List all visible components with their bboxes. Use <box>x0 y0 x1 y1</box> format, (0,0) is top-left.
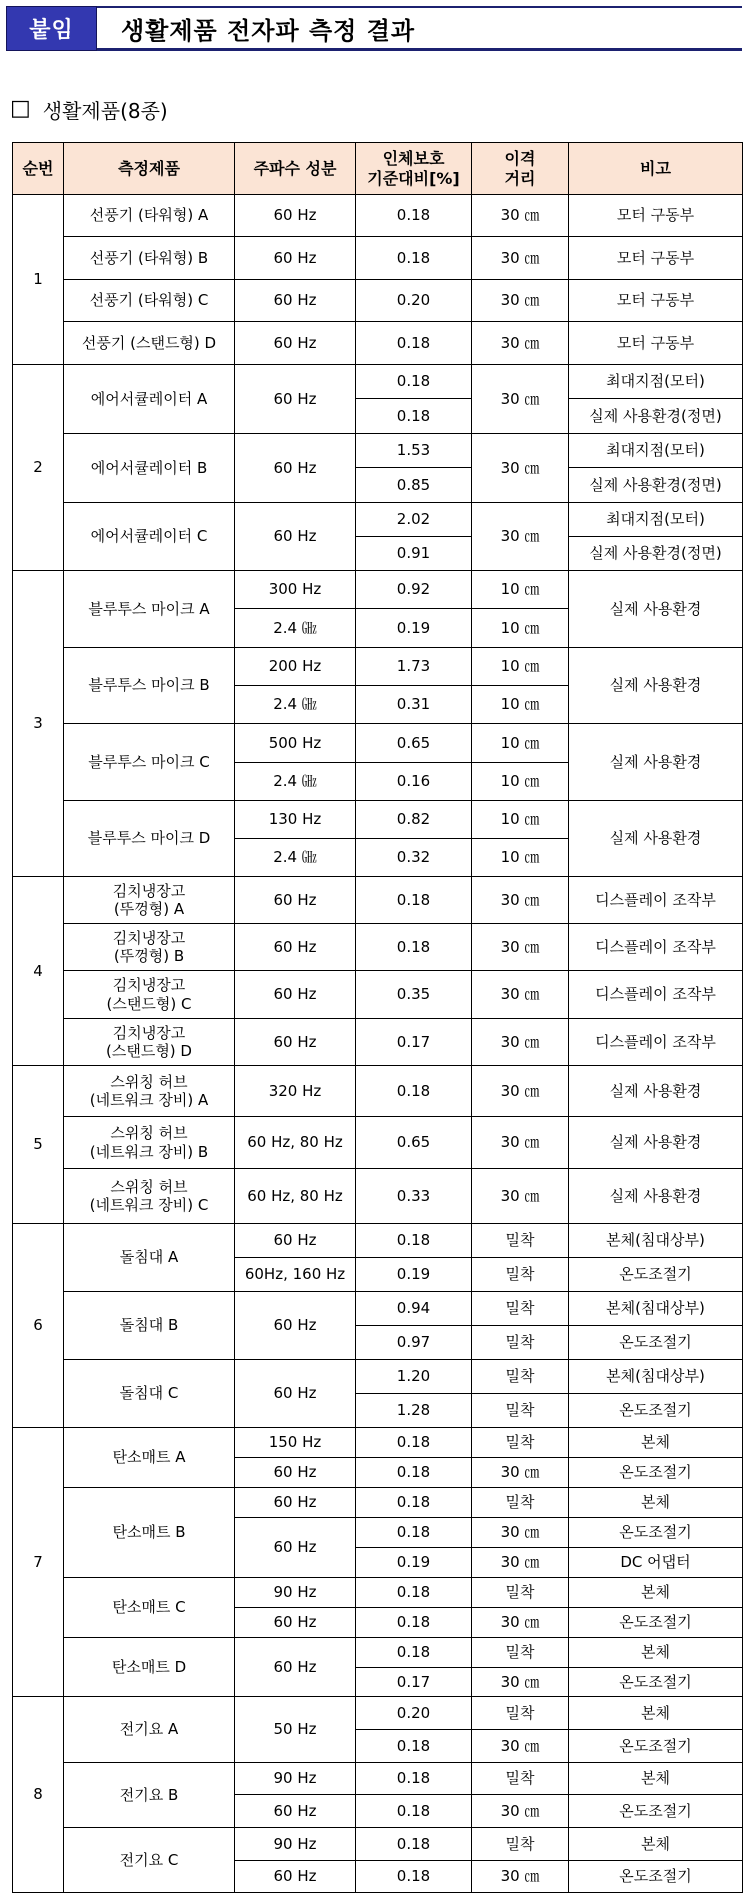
product-name-cell: 에어서큘레이터 C <box>64 503 235 571</box>
distance-cell: 30 ㎝ <box>472 1548 569 1578</box>
note-cell: 온도조절기 <box>569 1730 743 1763</box>
column-header-distance: 이격 거리 <box>472 143 569 195</box>
row-number-cell: 5 <box>13 1066 64 1224</box>
note-cell: 실제 사용환경 <box>569 724 743 801</box>
distance-cell: 10 ㎝ <box>472 763 569 801</box>
row-number-cell: 1 <box>13 195 64 365</box>
table-row <box>13 877 743 924</box>
table-row <box>13 1360 743 1394</box>
frequency-cell: 60 Hz <box>235 1360 356 1428</box>
product-name-cell: 전기요 A <box>64 1697 235 1763</box>
product-name-cell: 스위칭 허브 (네트워크 장비) C <box>64 1169 235 1224</box>
note-cell: 본체 <box>569 1578 743 1608</box>
product-name-cell: 돌침대 C <box>64 1360 235 1428</box>
table-row <box>13 280 743 322</box>
frequency-cell: 60 Hz <box>235 503 356 571</box>
table-row <box>13 1828 743 1861</box>
product-name-cell: 스위칭 허브 (네트워크 장비) B <box>64 1117 235 1169</box>
table-row <box>13 1117 743 1169</box>
exposure-ratio-cell: 0.18 <box>356 1608 472 1638</box>
product-name-cell: 전기요 C <box>64 1828 235 1893</box>
exposure-ratio-cell: 0.18 <box>356 195 472 237</box>
note-cell: 실제 사용환경 <box>569 571 743 648</box>
exposure-ratio-cell: 0.18 <box>356 1795 472 1828</box>
frequency-cell: 60 Hz <box>235 1224 356 1258</box>
note-cell: 온도조절기 <box>569 1394 743 1428</box>
exposure-ratio-cell: 1.53 <box>356 434 472 468</box>
distance-cell: 30 ㎝ <box>472 877 569 924</box>
product-name-cell: 탄소매트 D <box>64 1638 235 1697</box>
table-row <box>13 971 743 1019</box>
exposure-ratio-cell: 0.18 <box>356 1730 472 1763</box>
exposure-ratio-cell: 0.18 <box>356 1488 472 1518</box>
column-header-no: 순번 <box>13 143 64 195</box>
table-row <box>13 1697 743 1730</box>
distance-cell: 30 ㎝ <box>472 1518 569 1548</box>
exposure-ratio-cell: 0.18 <box>356 1638 472 1668</box>
exposure-ratio-cell: 0.17 <box>356 1668 472 1697</box>
frequency-cell: 90 Hz <box>235 1578 356 1608</box>
product-name-cell: 선풍기 (스탠드형) D <box>64 322 235 365</box>
exposure-ratio-cell: 0.18 <box>356 237 472 280</box>
note-cell: 온도조절기 <box>569 1458 743 1488</box>
exposure-ratio-cell: 0.31 <box>356 686 472 724</box>
frequency-cell: 300 Hz <box>235 571 356 609</box>
row-number-cell: 4 <box>13 877 64 1066</box>
row-number-cell: 3 <box>13 571 64 877</box>
note-cell: 본체 <box>569 1697 743 1730</box>
frequency-cell: 2.4 ㎓ <box>235 839 356 877</box>
exposure-ratio-cell: 0.65 <box>356 1117 472 1169</box>
note-cell: 온도조절기 <box>569 1795 743 1828</box>
product-name-cell: 선풍기 (타워형) B <box>64 237 235 280</box>
note-cell: 최대지점(모터) <box>569 365 743 399</box>
note-cell: 최대지점(모터) <box>569 434 743 468</box>
exposure-ratio-cell: 0.20 <box>356 1697 472 1730</box>
distance-cell: 10 ㎝ <box>472 609 569 648</box>
distance-cell: 30 ㎝ <box>472 971 569 1019</box>
distance-cell: 30 ㎝ <box>472 280 569 322</box>
exposure-ratio-cell: 0.85 <box>356 468 472 503</box>
product-name-cell: 탄소매트 B <box>64 1488 235 1578</box>
note-cell: 본체 <box>569 1828 743 1861</box>
table-row <box>13 1019 743 1066</box>
note-cell: 온도조절기 <box>569 1326 743 1360</box>
frequency-cell: 60 Hz <box>235 924 356 971</box>
distance-cell: 밀착 <box>472 1428 569 1458</box>
frequency-cell: 60 Hz <box>235 434 356 503</box>
exposure-ratio-cell: 0.18 <box>356 1861 472 1893</box>
product-name-cell: 블루투스 마이크 A <box>64 571 235 648</box>
distance-cell: 밀착 <box>472 1697 569 1730</box>
distance-cell: 30 ㎝ <box>472 1066 569 1117</box>
product-name-cell: 선풍기 (타워형) C <box>64 280 235 322</box>
note-cell: 본체 <box>569 1638 743 1668</box>
exposure-ratio-cell: 0.18 <box>356 924 472 971</box>
table-row <box>13 1428 743 1458</box>
exposure-ratio-cell: 0.65 <box>356 724 472 763</box>
table-row <box>13 365 743 399</box>
note-cell: 본체 <box>569 1763 743 1795</box>
product-name-cell: 블루투스 마이크 B <box>64 648 235 724</box>
product-name-cell: 선풍기 (타워형) A <box>64 195 235 237</box>
table-row <box>13 503 743 537</box>
page-title: 생활제품 전자파 측정 결과 <box>121 16 416 45</box>
distance-cell: 30 ㎝ <box>472 924 569 971</box>
table-row <box>13 237 743 280</box>
note-cell: 모터 구동부 <box>569 195 743 237</box>
section-heading-label: 생활제품(8종) <box>42 98 168 123</box>
exposure-ratio-cell: 0.20 <box>356 280 472 322</box>
product-name-cell: 블루투스 마이크 C <box>64 724 235 801</box>
distance-cell: 30 ㎝ <box>472 365 569 434</box>
table-row <box>13 571 743 609</box>
distance-cell: 30 ㎝ <box>472 434 569 503</box>
distance-cell: 30 ㎝ <box>472 1019 569 1066</box>
distance-cell: 밀착 <box>472 1828 569 1861</box>
row-number-cell: 8 <box>13 1697 64 1893</box>
distance-cell: 10 ㎝ <box>472 686 569 724</box>
frequency-cell: 130 Hz <box>235 801 356 839</box>
distance-cell: 30 ㎝ <box>472 1730 569 1763</box>
note-cell: 온도조절기 <box>569 1258 743 1292</box>
note-cell: 온도조절기 <box>569 1608 743 1638</box>
product-name-cell: 김치냉장고 (뚜껑형) A <box>64 877 235 924</box>
exposure-ratio-cell: 1.28 <box>356 1394 472 1428</box>
frequency-cell: 60 Hz <box>235 195 356 237</box>
distance-cell: 10 ㎝ <box>472 839 569 877</box>
frequency-cell: 60 Hz <box>235 1608 356 1638</box>
table-row <box>13 801 743 839</box>
product-name-cell: 블루투스 마이크 D <box>64 801 235 877</box>
exposure-ratio-cell: 0.32 <box>356 839 472 877</box>
table-row <box>13 195 743 237</box>
table-row <box>13 648 743 686</box>
table-row <box>13 1224 743 1258</box>
distance-cell: 10 ㎝ <box>472 648 569 686</box>
distance-cell: 30 ㎝ <box>472 1608 569 1638</box>
row-number-cell: 7 <box>13 1428 64 1697</box>
exposure-ratio-cell: 0.18 <box>356 1428 472 1458</box>
row-number-cell: 6 <box>13 1224 64 1428</box>
product-name-cell: 전기요 B <box>64 1763 235 1828</box>
distance-cell: 30 ㎝ <box>472 1861 569 1893</box>
frequency-cell: 60 Hz, 80 Hz <box>235 1169 356 1224</box>
exposure-ratio-cell: 0.18 <box>356 1828 472 1861</box>
product-name-cell: 돌침대 B <box>64 1292 235 1360</box>
exposure-ratio-cell: 0.18 <box>356 399 472 434</box>
product-name-cell: 돌침대 A <box>64 1224 235 1292</box>
note-cell: 디스플레이 조작부 <box>569 877 743 924</box>
distance-cell: 30 ㎝ <box>472 1169 569 1224</box>
note-cell: 본체(침대상부) <box>569 1292 743 1326</box>
column-header-product: 측정제품 <box>64 143 235 195</box>
note-cell: 온도조절기 <box>569 1668 743 1697</box>
distance-cell: 밀착 <box>472 1258 569 1292</box>
table-header-row <box>13 143 743 195</box>
frequency-cell: 60 Hz <box>235 1488 356 1518</box>
exposure-ratio-cell: 2.02 <box>356 503 472 537</box>
note-cell: 실제 사용환경(정면) <box>569 399 743 434</box>
frequency-cell: 150 Hz <box>235 1428 356 1458</box>
distance-cell: 10 ㎝ <box>472 801 569 839</box>
product-name-cell: 김치냉장고 (뚜껑형) B <box>64 924 235 971</box>
table-row <box>13 1638 743 1668</box>
note-cell: 실제 사용환경(정면) <box>569 537 743 571</box>
frequency-cell: 50 Hz <box>235 1697 356 1763</box>
attachment-badge: 붙임 <box>6 6 97 51</box>
frequency-cell: 60 Hz <box>235 1638 356 1697</box>
distance-cell: 10 ㎝ <box>472 571 569 609</box>
note-cell: DC 어댑터 <box>569 1548 743 1578</box>
frequency-cell: 200 Hz <box>235 648 356 686</box>
distance-cell: 30 ㎝ <box>472 1458 569 1488</box>
table-head <box>13 143 743 195</box>
distance-cell: 30 ㎝ <box>472 503 569 571</box>
note-cell: 실제 사용환경 <box>569 1169 743 1224</box>
note-cell: 본체 <box>569 1428 743 1458</box>
frequency-cell: 60 Hz <box>235 971 356 1019</box>
exposure-ratio-cell: 0.92 <box>356 571 472 609</box>
exposure-ratio-cell: 0.18 <box>356 365 472 399</box>
table-row <box>13 1169 743 1224</box>
distance-cell: 30 ㎝ <box>472 1795 569 1828</box>
document-header <box>6 6 742 51</box>
distance-cell: 밀착 <box>472 1638 569 1668</box>
column-header-frequency: 주파수 성분 <box>235 143 356 195</box>
table-row <box>13 434 743 468</box>
exposure-ratio-cell: 0.18 <box>356 1458 472 1488</box>
product-name-cell: 에어서큘레이터 B <box>64 434 235 503</box>
exposure-ratio-cell: 0.18 <box>356 1578 472 1608</box>
result-tbody <box>13 195 743 1893</box>
frequency-cell: 500 Hz <box>235 724 356 763</box>
note-cell: 실제 사용환경 <box>569 801 743 877</box>
exposure-ratio-cell: 0.97 <box>356 1326 472 1360</box>
note-cell: 실제 사용환경 <box>569 648 743 724</box>
note-cell: 디스플레이 조작부 <box>569 924 743 971</box>
section-heading <box>10 95 168 123</box>
exposure-ratio-cell: 0.91 <box>356 537 472 571</box>
frequency-cell: 2.4 ㎓ <box>235 686 356 724</box>
frequency-cell: 60 Hz <box>235 237 356 280</box>
exposure-ratio-cell: 0.82 <box>356 801 472 839</box>
table-row <box>13 924 743 971</box>
frequency-cell: 2.4 ㎓ <box>235 609 356 648</box>
table-row <box>13 1578 743 1608</box>
note-cell: 최대지점(모터) <box>569 503 743 537</box>
product-name-cell: 에어서큘레이터 A <box>64 365 235 434</box>
product-name-cell: 탄소매트 A <box>64 1428 235 1488</box>
distance-cell: 밀착 <box>472 1326 569 1360</box>
product-name-cell: 스위칭 허브 (네트워크 장비) A <box>64 1066 235 1117</box>
exposure-ratio-cell: 0.33 <box>356 1169 472 1224</box>
product-name-cell: 김치냉장고 (스탠드형) C <box>64 971 235 1019</box>
product-name-cell: 탄소매트 C <box>64 1578 235 1638</box>
distance-cell: 밀착 <box>472 1360 569 1394</box>
table-row <box>13 1488 743 1518</box>
frequency-cell: 60 Hz <box>235 1795 356 1828</box>
note-cell: 모터 구동부 <box>569 280 743 322</box>
table-row <box>13 1292 743 1326</box>
column-header-note: 비고 <box>569 143 743 195</box>
frequency-cell: 60 Hz <box>235 1861 356 1893</box>
exposure-ratio-cell: 1.20 <box>356 1360 472 1394</box>
distance-cell: 30 ㎝ <box>472 237 569 280</box>
exposure-ratio-cell: 0.18 <box>356 877 472 924</box>
frequency-cell: 60 Hz <box>235 877 356 924</box>
measurement-results-table <box>12 142 743 1893</box>
exposure-ratio-cell: 0.18 <box>356 322 472 365</box>
frequency-cell: 90 Hz <box>235 1828 356 1861</box>
distance-cell: 밀착 <box>472 1224 569 1258</box>
distance-cell: 30 ㎝ <box>472 1117 569 1169</box>
exposure-ratio-cell: 0.19 <box>356 1258 472 1292</box>
frequency-cell: 60 Hz <box>235 1458 356 1488</box>
distance-cell: 30 ㎝ <box>472 322 569 365</box>
note-cell: 본체(침대상부) <box>569 1360 743 1394</box>
note-cell: 모터 구동부 <box>569 237 743 280</box>
frequency-cell: 60 Hz <box>235 280 356 322</box>
exposure-ratio-cell: 0.19 <box>356 1548 472 1578</box>
table-row <box>13 724 743 763</box>
frequency-cell: 90 Hz <box>235 1763 356 1795</box>
frequency-cell: 60 Hz <box>235 365 356 434</box>
distance-cell: 밀착 <box>472 1578 569 1608</box>
note-cell: 실제 사용환경 <box>569 1117 743 1169</box>
exposure-ratio-cell: 0.35 <box>356 971 472 1019</box>
note-cell: 실제 사용환경(정면) <box>569 468 743 503</box>
frequency-cell: 2.4 ㎓ <box>235 763 356 801</box>
table-row <box>13 322 743 365</box>
note-cell: 모터 구동부 <box>569 322 743 365</box>
distance-cell: 밀착 <box>472 1763 569 1795</box>
exposure-ratio-cell: 0.18 <box>356 1066 472 1117</box>
exposure-ratio-cell: 0.18 <box>356 1518 472 1548</box>
distance-cell: 30 ㎝ <box>472 195 569 237</box>
frequency-cell: 60Hz, 160 Hz <box>235 1258 356 1292</box>
exposure-ratio-cell: 1.73 <box>356 648 472 686</box>
frequency-cell: 60 Hz <box>235 1019 356 1066</box>
checkbox-icon: □ <box>10 96 31 121</box>
distance-cell: 30 ㎝ <box>472 1668 569 1697</box>
product-name-cell: 김치냉장고 (스탠드형) D <box>64 1019 235 1066</box>
exposure-ratio-cell: 0.17 <box>356 1019 472 1066</box>
column-header-exposure-ratio: 인체보호 기준대비[%] <box>356 143 472 195</box>
frequency-cell: 60 Hz <box>235 1292 356 1360</box>
distance-cell: 밀착 <box>472 1488 569 1518</box>
note-cell: 디스플레이 조작부 <box>569 1019 743 1066</box>
note-cell: 디스플레이 조작부 <box>569 971 743 1019</box>
exposure-ratio-cell: 0.94 <box>356 1292 472 1326</box>
frequency-cell: 60 Hz <box>235 322 356 365</box>
exposure-ratio-cell: 0.18 <box>356 1224 472 1258</box>
note-cell: 본체(침대상부) <box>569 1224 743 1258</box>
exposure-ratio-cell: 0.19 <box>356 609 472 648</box>
distance-cell: 10 ㎝ <box>472 724 569 763</box>
exposure-ratio-cell: 0.18 <box>356 1763 472 1795</box>
note-cell: 실제 사용환경 <box>569 1066 743 1117</box>
exposure-ratio-cell: 0.16 <box>356 763 472 801</box>
table-row <box>13 1066 743 1117</box>
frequency-cell: 320 Hz <box>235 1066 356 1117</box>
note-cell: 온도조절기 <box>569 1861 743 1893</box>
note-cell: 온도조절기 <box>569 1518 743 1548</box>
distance-cell: 밀착 <box>472 1394 569 1428</box>
row-number-cell: 2 <box>13 365 64 571</box>
note-cell: 본체 <box>569 1488 743 1518</box>
frequency-cell: 60 Hz <box>235 1518 356 1578</box>
frequency-cell: 60 Hz, 80 Hz <box>235 1117 356 1169</box>
distance-cell: 밀착 <box>472 1292 569 1326</box>
table-row <box>13 1763 743 1795</box>
